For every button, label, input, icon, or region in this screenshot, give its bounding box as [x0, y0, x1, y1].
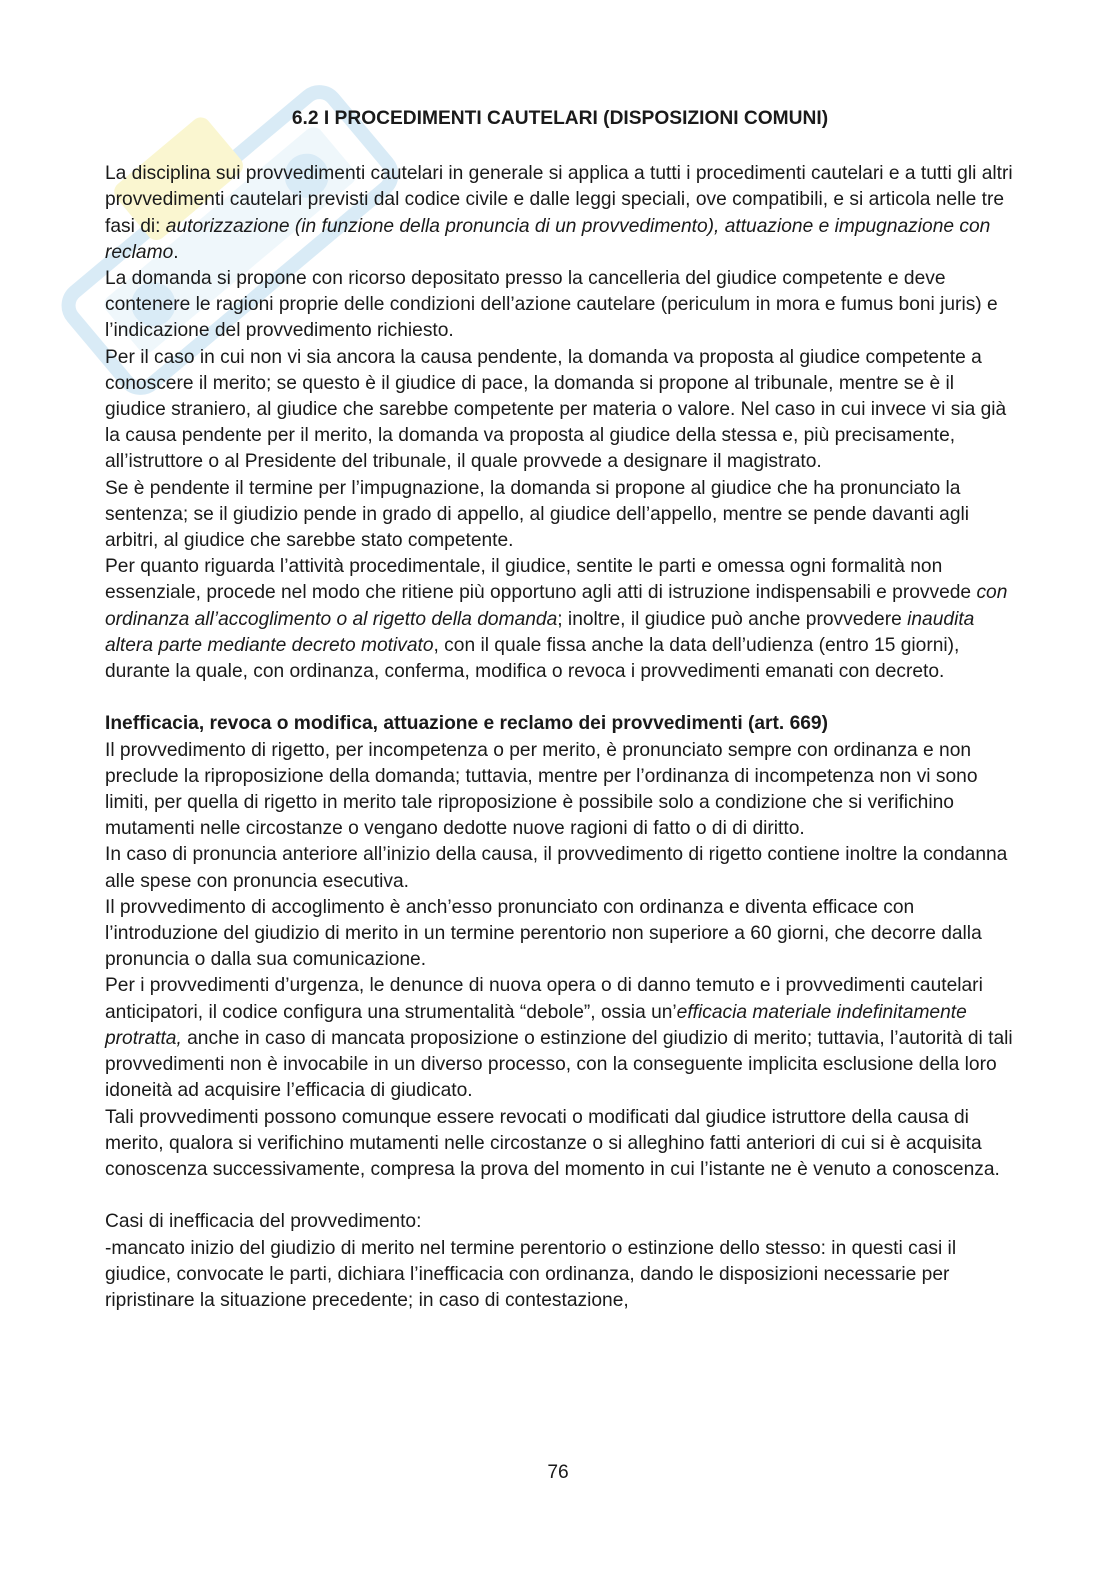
paragraph: Se è pendente il termine per l’impugnazione, la domanda si propone al giudice che ha pronunciato la sentenza; se il giudizio pende in grado di appello, al giudice dell’appello, mentre se pende davanti agli arbitri, al giudice che sarebbe stato competente.: [105, 477, 970, 552]
list-intro: Casi di inefficacia del provvedimento:: [105, 1211, 422, 1233]
paragraph: Per quanto riguarda l’attività procedimentale, il giudice, sentite le parti e omessa ogni formalità non essenziale, procede nel modo che ritiene più opportuno agli atti di istruzione indispensabili e provvede con ordinanza all’accoglimento o al rigetto della domanda; inoltre, il giudice può anche provvedere inaudita altera parte mediante decreto motivato, con il quale fissa anche la data dell’udienza (entro 15 giorni), durante la quale, con ordinanza, conferma, modifica o revoca i provvedimenti emanati con decreto.: [105, 556, 1008, 683]
paragraph: Il provvedimento di rigetto, per incompetenza o per merito, è pronunciato sempre con ordinanza e non preclude la riproposizione della domanda; tuttavia, mentre per l’ordinanza di incompetenza non vi sono limiti, per quella di rigetto in merito tale riproposizione è possibile solo a condizione che si verifichino mutamenti nelle circostanze o vengano dedotte nuove ragioni di fatto o di di diritto.: [105, 739, 978, 840]
paragraph: In caso di pronuncia anteriore all’inizio della causa, il provvedimento di rigetto contiene inoltre la condanna alle spese con pronuncia esecutiva.: [105, 844, 1008, 892]
page-title: 6.2 I PROCEDIMENTI CAUTELARI (DISPOSIZIONI COMUNI): [291, 108, 829, 129]
document-body: [105, 106, 1015, 1314]
paragraph: Il provvedimento di accoglimento è anch’esso pronunciato con ordinanza e diventa efficace con l’introduzione del giudizio di merito in un termine perentorio non superiore a 60 giorni, che decorre dalla pronuncia o dalla sua comunicazione.: [105, 896, 982, 971]
section-heading: Inefficacia, revoca o modifica, attuazione e reclamo dei provvedimenti (art. 669): [105, 713, 828, 735]
paragraph: Tali provvedimenti possono comunque essere revocati o modificati dal giudice istruttore della causa di merito, qualora si verifichino mutamenti nelle circostanze o si alleghino fatti anteriori di cui si è acquisita conoscenza successivamente, compresa la prova del momento in cui l’istante ne è venuto a conoscenza.: [105, 1106, 1000, 1180]
paragraph: La disciplina sui provvedimenti cautelari in generale si applica a tutti i procedimenti cautelari e a tutti gli altri provvedimenti cautelari previsti dal codice civile e dalle leggi speciali, ove compatibili, e si articola nelle tre fasi di: autorizzazione (in funzione della pronuncia di un provvedimento), attuazione e impugnazione con reclamo.: [105, 163, 1013, 263]
list-item: -mancato inizio del giudizio di merito nel termine perentorio o estinzione dello stesso: in questi casi il giudice, convocate le parti, dichiara l’inefficacia con ordinanza, dando le disposizioni necessarie per ripristinare la situazione precedente; in caso di contestazione,: [105, 1237, 957, 1311]
page-number: 76: [547, 1462, 569, 1483]
paragraph: Per il caso in cui non vi sia ancora la causa pendente, la domanda va proposta al giudice competente a conoscere il merito; se questo è il giudice di pace, la domanda si propone al tribunale, mentre se è il giudice straniero, al giudice che sarebbe competente per materia o valore. Nel caso in cui invece vi sia già la causa pendente per il merito, la domanda va proposta al giudice della stessa e, più precisamente, all’istruttore o al Presidente del tribunale, il quale provvede a designare il magistrato.: [105, 346, 1007, 473]
paragraph: Per i provvedimenti d’urgenza, le denunce di nuova opera o di danno temuto e i provvedimenti cautelari anticipatori, il codice configura una strumentalità “debole”, ossia un’efficacia materiale indefinitamente protratta, anche in caso di mancata proposizione o estinzione del giudizio di merito; tuttavia, l’autorità di tali provvedimenti non è invocabile in un diverso processo, con la conseguente implicita esclusione della loro idoneità ad acquisire l’efficacia di giudicato.: [105, 975, 1013, 1102]
paragraph: La domanda si propone con ricorso depositato presso la cancelleria del giudice competente e deve contenere le ragioni proprie delle condizioni dell’azione cautelare (periculum in mora e fumus boni juris) e l’indicazione del provvedimento richiesto.: [105, 268, 998, 342]
